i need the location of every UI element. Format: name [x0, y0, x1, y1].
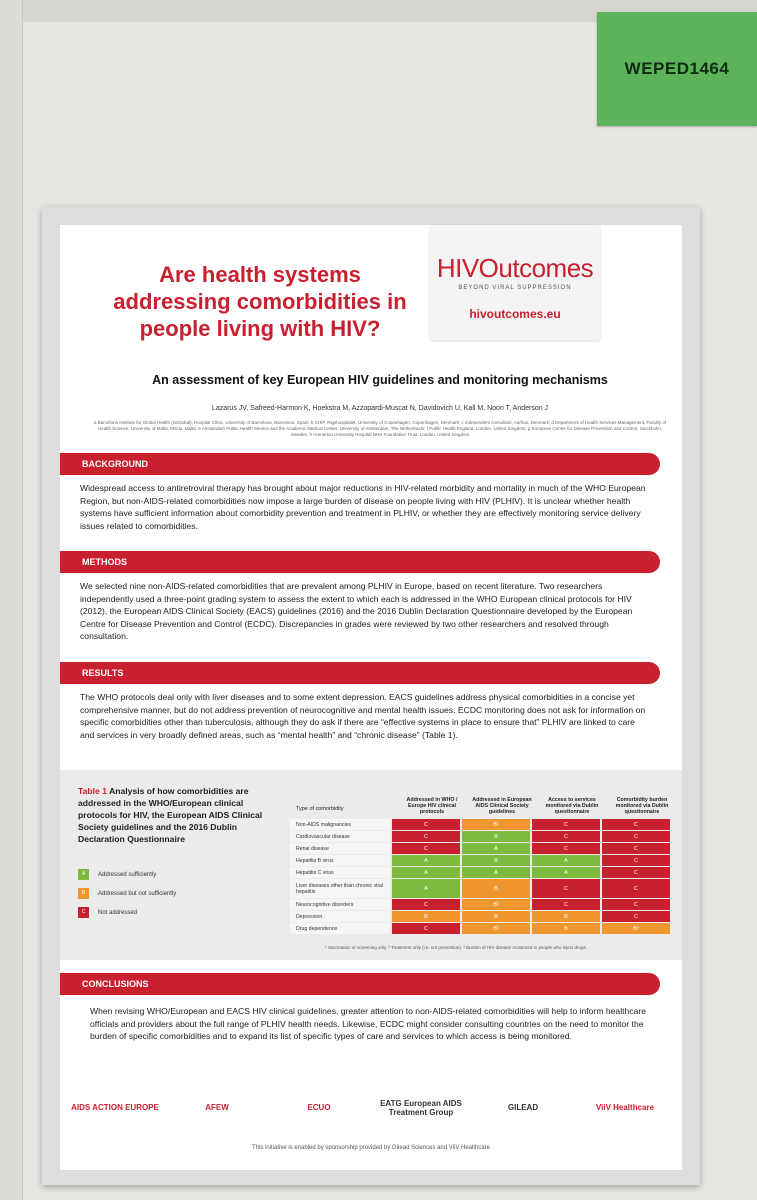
- background-heading: BACKGROUND: [60, 453, 660, 475]
- table-row: [290, 855, 680, 866]
- results-table-panel: [60, 770, 682, 960]
- legend-item: [78, 884, 176, 903]
- poster: [42, 207, 700, 1185]
- row-label: Non-AIDS malignancies: [290, 819, 390, 830]
- table-header: [290, 780, 680, 818]
- board-edge: [0, 0, 23, 1200]
- poster-subtitle: An assessment of key European HIV guidelines and monitoring mechanisms: [152, 373, 608, 387]
- legend-label: Not addressed: [98, 909, 138, 916]
- grade-cell: C: [602, 899, 670, 910]
- logo-wordmark: [430, 253, 600, 284]
- column-header: Access to services monitored via Dublin questionnaire: [545, 797, 599, 815]
- grade-cell: B: [532, 911, 600, 922]
- grade-cell: C: [392, 843, 460, 854]
- grade-cell: B: [462, 879, 530, 898]
- conclusions-heading: CONCLUSIONS: [60, 973, 660, 995]
- logo-brand-a: HIV: [436, 253, 479, 283]
- background-text: Widespread access to antiretroviral therapy has brought about major reductions in HIV-related morbidity and mortality in much of the WHO European Region, but non-AIDS-related comorbidities now impose a large burden of disease on people living with HIV (PLHIV). It is unclear whether health systems have sufficient information about comorbidity prevention and treatment in PLHIV, or whether they are effectively monitoring service delivery issues related to comorbidities.: [80, 483, 646, 531]
- grade-cell: A: [392, 879, 460, 898]
- table-legend: [78, 865, 176, 922]
- results-heading: RESULTS: [60, 662, 660, 684]
- sponsor-logo: EATG European AIDS Treatment Group: [380, 1098, 462, 1117]
- legend-item: [78, 903, 176, 922]
- sponsor-logo: ViiV Healthcare: [595, 1103, 655, 1112]
- grade-cell: A: [462, 867, 530, 878]
- column-header: Comorbidity burden monitored via Dublin questionnaire: [615, 797, 669, 815]
- grade-cell: B: [532, 923, 600, 934]
- row-label: Neurocognitive disorders: [290, 899, 390, 910]
- grade-cell: C: [532, 819, 600, 830]
- row-label: Renal disease: [290, 843, 390, 854]
- methods-text: We selected nine non-AIDS-related comorbidities that are prevalent among PLHIV in Europe, based on recent literature. Two researchers independently used a three-point grading system to assess the extent to which each is addressed in the WHO European clinical protocols for HIV (2012), the European AIDS Clinical Society (EACS) guidelines (2016) and the 2016 Dublin Declaration Questionnaire developed by the European Centre for Disease Prevention and Control (ECDC). Discrepancies in grades were reviewed by two other researchers and resolved through consultation.: [80, 581, 633, 641]
- logo-brand-b: Outcomes: [478, 253, 594, 283]
- table-row: [290, 843, 680, 854]
- column-header: Addressed in WHO / Europe HIV clinical protocols: [406, 797, 458, 815]
- table-caption-text: Analysis of how comorbidities are addressed in the WHO/European clinical protocols for HIV, the European AIDS Clinical Society guidelines and the 2016 Dublin Declaration Questionnaire: [78, 786, 263, 844]
- grade-cell: C: [392, 831, 460, 842]
- legend-item: [78, 865, 176, 884]
- table-footnote: ¹ Vaccination or screening only. ² Treatment only (i.e. not prevention). ³ Burden of HIV disease monitored in people who inject drugs.: [325, 945, 587, 950]
- table-row: [290, 879, 680, 898]
- grade-cell: C: [602, 831, 670, 842]
- results-text: The WHO protocols deal only with liver diseases and to some extent depression. EACS guidelines address physical comorbidities in a concise yet comprehensive manner, but do not address prevention of neurocognitive and mental health issues. ECDC monitoring does not ask for information on specific comorbidities other than tuberculosis, although they do ask if there are “effective systems in place to ensure that” PLHIV are linked to care and services in very broadly defined areas, such as “mental health” and “chronic disease” (Table 1).: [80, 692, 646, 740]
- table-row: [290, 899, 680, 910]
- grade-cell: C: [532, 879, 600, 898]
- grade-cell: C: [532, 843, 600, 854]
- grade-cell: B: [392, 911, 460, 922]
- row-label: Cardiovascular disease: [290, 831, 390, 842]
- table-body: [290, 819, 680, 934]
- row-label: Hepatitis C virus: [290, 867, 390, 878]
- sponsor-logo: ECUO: [307, 1103, 331, 1112]
- comorbidity-table: [290, 780, 680, 934]
- grade-cell: A: [392, 867, 460, 878]
- grade-cell: C: [392, 899, 460, 910]
- grade-cell: C: [602, 843, 670, 854]
- grade-cell: C: [602, 879, 670, 898]
- grade-cell: A: [532, 867, 600, 878]
- legend-swatch: B: [78, 888, 89, 899]
- logo-tagline: BEYOND VIRAL SUPPRESSION: [458, 285, 572, 291]
- methods-heading: METHODS: [60, 551, 660, 573]
- sponsor-logo: AIDS ACTION EUROPE: [71, 1103, 159, 1112]
- grade-cell: C: [602, 867, 670, 878]
- table-row: [290, 867, 680, 878]
- grade-cell: B³: [602, 923, 670, 934]
- logo-url: hivoutcomes.eu: [469, 307, 561, 321]
- grade-cell: C: [392, 819, 460, 830]
- grade-cell: C: [602, 855, 670, 866]
- grade-cell: C: [602, 819, 670, 830]
- grade-cell: A: [462, 831, 530, 842]
- table-caption-label: Table 1: [78, 786, 107, 796]
- column-header: Addressed in European AIDS Clinical Society guidelines: [472, 797, 532, 815]
- legend-label: Addressed but not sufficiently: [98, 890, 177, 897]
- authors: Lazarus JV, Safreed-Harmon K, Hoekstra M, Azzopardi-Muscat N, Davidovich U, Kall M, Noori T, Anderson J: [211, 405, 549, 412]
- legend-label: Addressed sufficiently: [98, 871, 157, 878]
- sponsor-logo: GILEAD: [507, 1103, 539, 1112]
- grade-cell: C: [532, 899, 600, 910]
- grade-cell: A: [532, 855, 600, 866]
- poster-sheet: [60, 225, 682, 1170]
- row-label: Liver diseases other than chronic viral hepatitis: [290, 879, 390, 898]
- sponsor-logos: [70, 1080, 670, 1135]
- grade-cell: B¹: [462, 819, 530, 830]
- poster-code-tag: WEPED1464: [597, 12, 757, 126]
- row-label: Drug dependence: [290, 923, 390, 934]
- grade-cell: C: [532, 831, 600, 842]
- grade-cell: C: [602, 911, 670, 922]
- grade-cell: B²: [462, 899, 530, 910]
- table-row: [290, 911, 680, 922]
- row-label: Depression: [290, 911, 390, 922]
- sponsorship-footer: This initiative is enabled by sponsorship provided by Gilead Sciences and ViiV Healthcare: [251, 1145, 491, 1151]
- table-caption: [78, 785, 263, 845]
- column-header: Type of comorbidity: [296, 806, 344, 812]
- grade-cell: B²: [462, 923, 530, 934]
- grade-cell: A: [462, 855, 530, 866]
- table-row: [290, 819, 680, 830]
- hivoutcomes-logo: [430, 225, 600, 340]
- table-row: [290, 923, 680, 934]
- grade-cell: B: [462, 911, 530, 922]
- grade-cell: A: [392, 855, 460, 866]
- grade-cell: C: [392, 923, 460, 934]
- conclusions-text: When revising WHO/European and EACS HIV clinical guidelines, greater attention to non-AIDS-related comorbidities will help to inform healthcare officials and providers about the full range of PLHIV health needs. Likewise, ECDC might consider consulting countries on the need to monitor the burden of specific comorbidities and to expand its list of specific types of care and services to which access is being monitored.: [90, 1006, 647, 1041]
- affiliations: a Barcelona Institute for Global Health (ISGlobal), Hospital Clínic, University of Barcelona, Barcelona, Spain; b CHIP, Rigshospitalet, University of Copenhagen, Copenhagen, Denmark; c Independent consultant, Aarhus, Denmark; d Department of Health Services Management, Faculty of Health Science, University of Malta, Msida, Malta; e Amsterdam Public Health Service and the Academic Medical Center, University of Amsterdam, The Netherlands; f Public Health England, London, United Kingdom; g European Centre for Disease Prevention and Control, Stockholm, Sweden; h Homerton University Hospital NHS Foundation Trust, London, United Kingdom: [94, 420, 666, 437]
- poster-title: Are health systems addressing comorbidities in people living with HIV?: [113, 262, 407, 341]
- legend-swatch: A: [78, 869, 89, 880]
- row-label: Hepatitis B virus: [290, 855, 390, 866]
- legend-swatch: C: [78, 907, 89, 918]
- table-row: [290, 831, 680, 842]
- grade-cell: A: [462, 843, 530, 854]
- sponsor-logo: AFEW: [205, 1103, 229, 1112]
